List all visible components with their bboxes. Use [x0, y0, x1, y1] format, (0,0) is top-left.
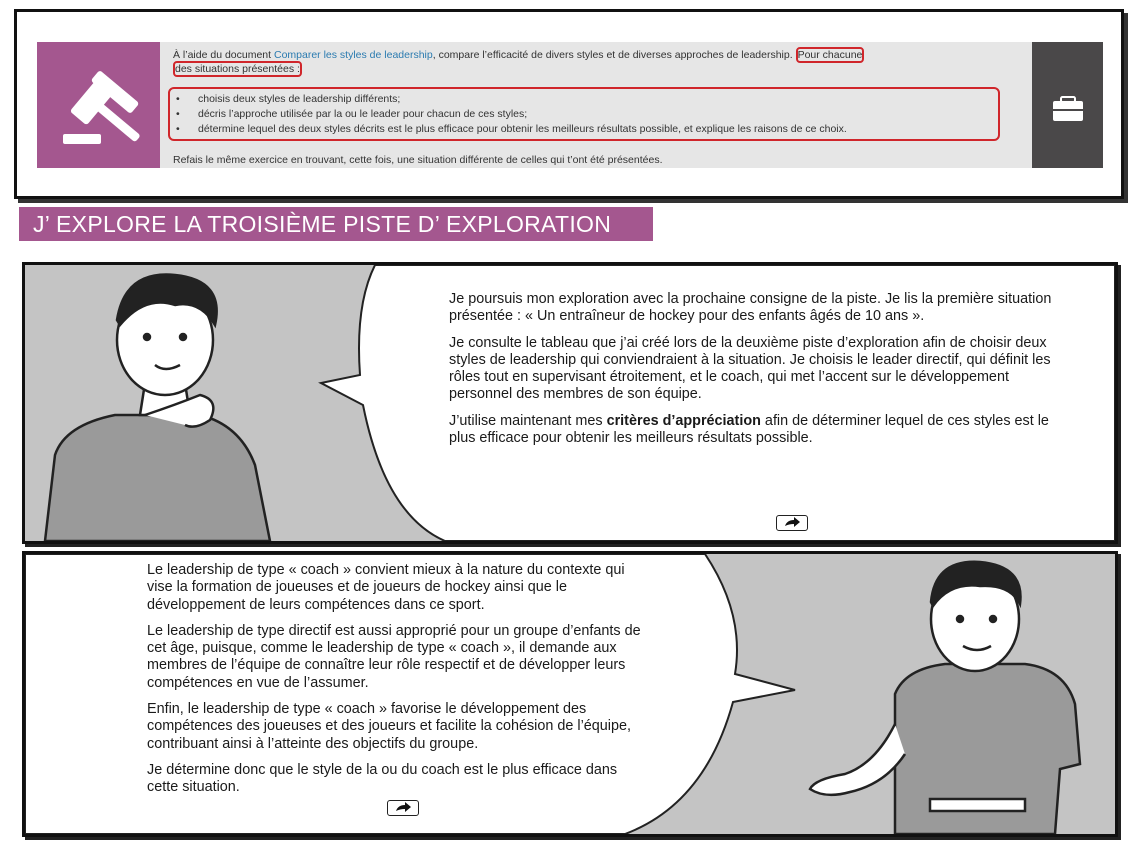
task-bullets: [168, 87, 1000, 141]
list-item: • détermine lequel des deux styles décrits est le plus efficace pour obtenir les meilleurs résultats possible, et explique les raisons de ce choix.: [176, 123, 847, 135]
criteria-emphasis: critères d’appréciation: [606, 412, 761, 429]
task-instructions: [173, 48, 1033, 76]
speech-paragraph: Le leadership de type directif est aussi approprié pour un groupe d’enfants de cet âge, puisque, comme le leadership de type « coach », il demande aux membres de l’équipe de connaître leur rôle respectif et de développer leurs compétences en vue de l’assumer.: [147, 622, 641, 691]
speech-paragraph: Je poursuis mon exploration avec la prochaine consigne de la piste. Je lis la première situation présentée : « Un entraîneur de hockey pour des enfants âgés de 10 ans ».: [449, 291, 1052, 325]
next-button[interactable]: [776, 515, 808, 531]
comic-panel-1: [22, 262, 1118, 544]
gavel-panel: [37, 42, 160, 168]
briefcase-icon: [1032, 42, 1103, 168]
speech-paragraph: Enfin, le leadership de type « coach » favorise le développement des compétences des joueuses et des joueurs et facilite la cohésion de l’équipe, contribuant ainsi à l’atteinte des objectifs du groupe.: [147, 701, 631, 752]
panel1-speech: [449, 291, 1059, 456]
panel2-speech: [147, 562, 652, 806]
section-heading: J’ EXPLORE LA TROISIÈME PISTE D’ EXPLORATION: [19, 207, 653, 241]
briefcase-panel: [1032, 42, 1103, 168]
next-button[interactable]: [387, 800, 419, 816]
list-item: • choisis deux styles de leadership différents;: [176, 93, 401, 105]
redo-instruction: Refais le même exercice en trouvant, cette fois, une situation différente de celles qui t’ont été présentées.: [173, 154, 663, 166]
next-arrow-icon: [782, 516, 802, 528]
speech-paragraph: Je consulte le tableau que j’ai créé lors de la deuxième piste d’exploration afin de choisir deux styles de leadership qui conviendraient à la situation. Je choisis le leader directif, qui définit les rôles tout en supervisant étroitement, et le coach, qui met l’accent sur le développement personnel des membres de son équipe.: [449, 334, 1051, 403]
list-item: • décris l’approche utilisée par la ou le leader pour chacun de ces styles;: [176, 108, 528, 120]
task-frame: [14, 9, 1124, 199]
task-intro: À l’aide du document: [173, 49, 274, 61]
highlight-pour-chacune: Pour chacune: [797, 49, 863, 61]
compare-styles-link[interactable]: Comparer les styles de leadership: [273, 49, 433, 61]
next-arrow-icon: [393, 801, 413, 813]
speech-paragraph: Je détermine donc que le style de la ou du coach est le plus efficace dans cette situation.: [147, 761, 618, 796]
speech-paragraph: Le leadership de type « coach » convient mieux à la nature du contexte qui vise la formation de joueuses et de joueurs de hockey ainsi que le développement de leurs compétences dans ce sport.: [147, 562, 625, 613]
highlight-situations: des situations présentées :: [175, 63, 300, 75]
task-box: [37, 42, 1103, 168]
speech-paragraph: J’utilise maintenant mes critères d’appréciation afin de déterminer lequel de ces styles est le plus efficace pour obtenir les meilleurs résultats possible.: [449, 412, 1049, 447]
task-intro-rest: , compare l’efficacité de divers styles et de diverses approches de leadership.: [432, 49, 796, 61]
gavel-icon: [37, 42, 160, 168]
comic-panel-2: [22, 551, 1118, 837]
